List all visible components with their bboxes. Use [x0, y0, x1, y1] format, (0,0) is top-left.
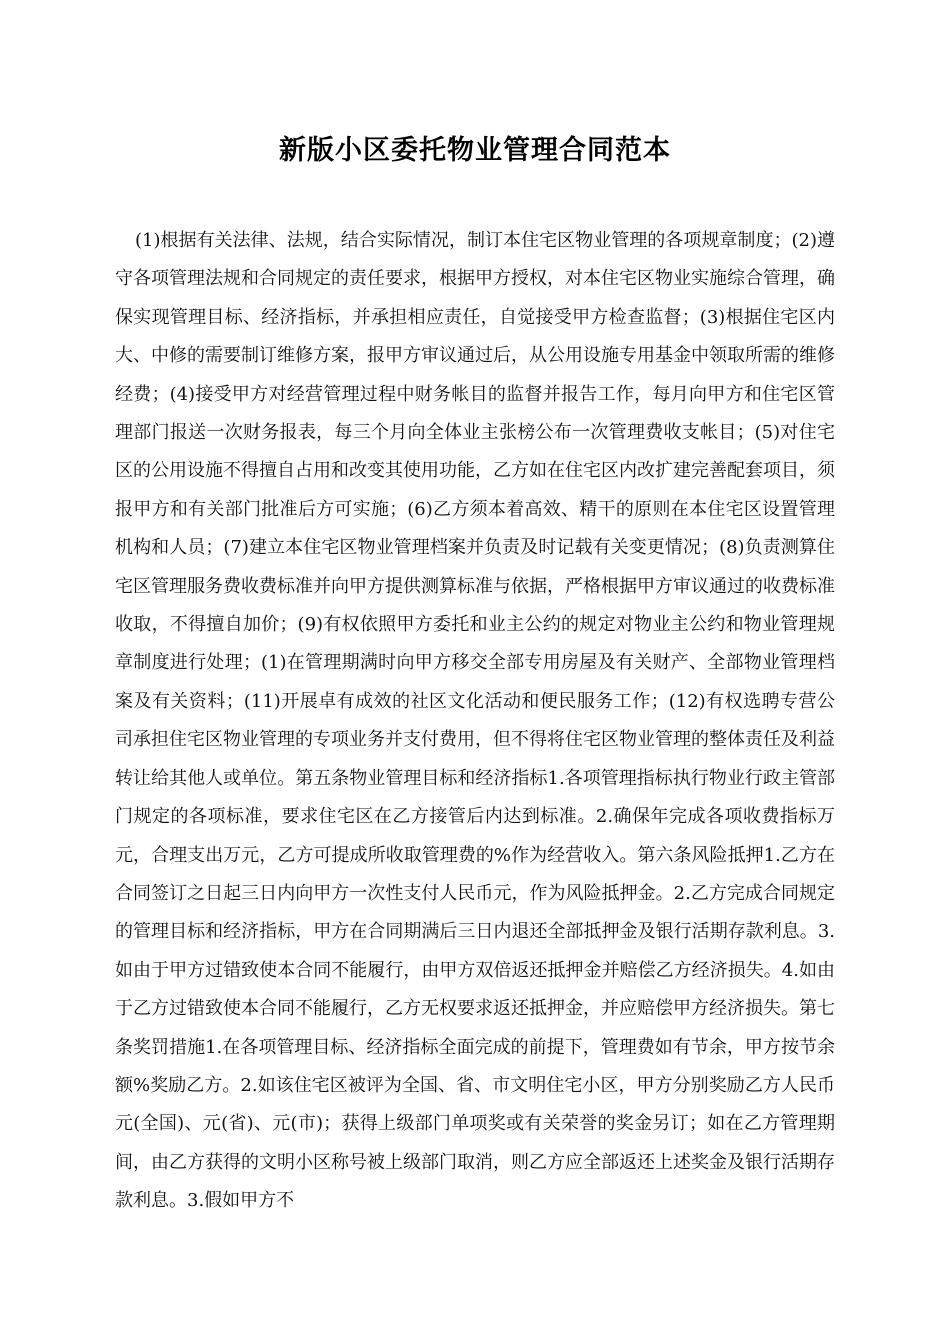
document-title: 新版小区委托物业管理合同范本: [279, 135, 671, 166]
document-body-paragraph: (1)根据有关法律、法规，结合实际情况，制订本住宅区物业管理的各项规章制度；(2)遵守各项管理法规和合同规定的责任要求，根据甲方授权，对本住宅区物业实施综合管理，确保实现管理目标、经济指标，并承担相应责任，自觉接受甲方检查监督；(3)根据住宅区内大、中修的需要制订维修方案，报甲方审议通过后，从公用设施专用基金中领取所需的维修经费；(4)接受甲方对经营管理过程中财务帐目的监督并报告工作，每月向甲方和住宅区管理部门报送一次财务报表，每三个月向全体业主张榜公布一次管理费收支帐目；(5)对住宅区的公用设施不得擅自占用和改变其使用功能，乙方如在住宅区内改扩建完善配套项目，须报甲方和有关部门批准后方可实施；(6)乙方须本着高效、精干的原则在本住宅区设置管理机构和人员；(7)建立本住宅区物业管理档案并负责及时记载有关变更情况；(8)负责测算住宅区管理服务费收费标准并向甲方提供测算标准与依据，严格根据甲方审议通过的收费标准收取，不得擅自加价；(9)有权依照甲方委托和业主公约的规定对物业主公约和物业管理规章制度进行处理；(1)在管理期满时向甲方移交全部专用房屋及有关财产、全部物业管理档案及有关资料；(11)开展卓有成效的社区文化活动和便民服务工作；(12)有权选聘专营公司承担住宅区物业管理的专项业务并支付费用，但不得将住宅区物业管理的整体责任及利益转让给其他人或单位。第五条物业管理目标和经济指标1.各项管理指标执行物业行政主管部门规定的各项标准，要求住宅区在乙方接管后内达到标准。2.确保年完成各项收费指标万元，合理支出万元，乙方可提成所收取管理费的%作为经营收入。第六条风险抵押1.乙方在合同签订之日起三日内向甲方一次性支付人民币元，作为风险抵押金。2.乙方完成合同规定的管理目标和经济指标，甲方在合同期满后三日内退还全部抵押金及银行活期存款利息。3.如由于甲方过错致使本合同不能履行，由甲方双倍返还抵押金并赔偿乙方经济损失。4.如由于乙方过错致使本合同不能履行，乙方无权要求返还抵押金，并应赔偿甲方经济损失。第七条奖罚措施1.在各项管理目标、经济指标全面完成的前提下，管理费如有节余，甲方按节余额%奖励乙方。2.如该住宅区被评为全国、省、市文明住宅小区，甲方分别奖励乙方人民币元(全国)、元(省)、元(市)；获得上级部门单项奖或有关荣誉的奖金另订；如在乙方管理期间，由乙方获得的文明小区称号被上级部门取消，则乙方应全部返还上述奖金及银行活期存款利息。3.假如甲方不: [115, 230, 835, 1212]
